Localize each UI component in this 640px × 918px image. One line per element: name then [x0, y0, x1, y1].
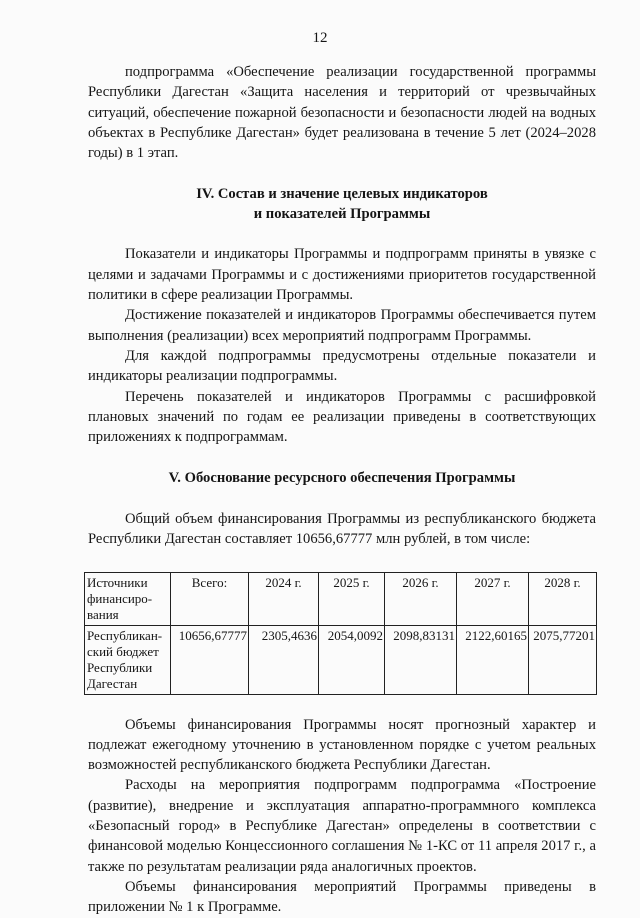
- table-header-cell: 2025 г.: [319, 572, 385, 625]
- section-4-paragraph: Показатели и индикаторы Программы и подпрограмм приняты в увязке с целями и задачами Программы и с достижениями приоритетов государственной политики в сфере реализации Программы.: [88, 246, 596, 304]
- table-cell-2027: 2122,60165: [457, 625, 529, 694]
- table-cell-2024: 2305,4636: [249, 625, 319, 694]
- table-cell-2028: 2075,77201: [529, 625, 597, 694]
- table-header-row: [85, 572, 597, 625]
- financing-table: [84, 572, 597, 695]
- section-5-intro: Общий объем финансирования Программы из республиканского бюджета Республики Дагестан составляет 10656,67777 млн рублей, в том числе:: [88, 510, 596, 548]
- table-row: [85, 625, 597, 694]
- section-5-paragraph: Расходы на мероприятия подпрограмм подпрограмма «Построение (развитие), внедрение и эксплуатация аппаратно-программного комплекса «Безопасный город» в Республике Дагестан» определены в соответствии с финансовой моделью Концессионного соглашения № 1-КС от 11 апреля 2017 г., а также по результатам реализации ряда аналогичных проектов.: [88, 777, 596, 875]
- section-5-paragraph: Объемы финансирования мероприятий Программы приведены в приложении № 1 к Программе.: [88, 878, 596, 916]
- document-body: [88, 62, 596, 918]
- section-4-paragraph: Перечень показателей и индикаторов Программы с расшифровкой плановых значений по годам ее реализации приведены в соответствующих приложениях к подпрограммам.: [88, 388, 596, 446]
- table-cell-2025: 2054,0092: [319, 625, 385, 694]
- table-header-cell: 2028 г.: [529, 572, 597, 625]
- section-5-heading: V. Обоснование ресурсного обеспечения Программы: [168, 470, 516, 487]
- table-header-cell: 2027 г.: [457, 572, 529, 625]
- table-cell-total: 10656,67777: [171, 625, 249, 694]
- table-header-cell: Всего:: [171, 572, 249, 625]
- table-header-cell: 2026 г.: [385, 572, 457, 625]
- table-cell-2026: 2098,83131: [385, 625, 457, 694]
- section-4-paragraph: Для каждой подпрограммы предусмотрены отдельные показатели и индикаторы реализации подпрограммы.: [88, 347, 596, 385]
- table-header-cell: Источники финансиро-вания: [85, 572, 171, 625]
- section-4-heading-line1: IV. Состав и значение целевых индикаторов: [196, 186, 488, 203]
- page-number: 12: [312, 30, 328, 46]
- table-cell-source: Республикан-ский бюджет Республики Дагестан: [85, 625, 171, 694]
- section-4-paragraph: Достижение показателей и индикаторов Программы обеспечивается путем выполнения (реализации) всех мероприятий подпрограмм Программы.: [88, 307, 596, 344]
- section-4-heading-line2: и показателей Программы: [253, 205, 431, 222]
- table-header-cell: 2024 г.: [249, 572, 319, 625]
- section-4-heading: [88, 185, 596, 224]
- section-5-paragraph: Объемы финансирования Программы носят прогнозный характер и подлежат ежегодному уточнению в установленном порядке с учетом реальных возможностей республиканского бюджета Республики Дагестан.: [88, 716, 596, 774]
- intro-paragraph: подпрограмма «Обеспечение реализации государственной программы Республики Дагестан «Защита населения и территорий от чрезвычайных ситуаций, обеспечение пожарной безопасности и безопасности людей на водных объектах в Республике Дагестан» будет реализована в течение 5 лет (2024–2028 годы) в 1 этап.: [88, 64, 596, 162]
